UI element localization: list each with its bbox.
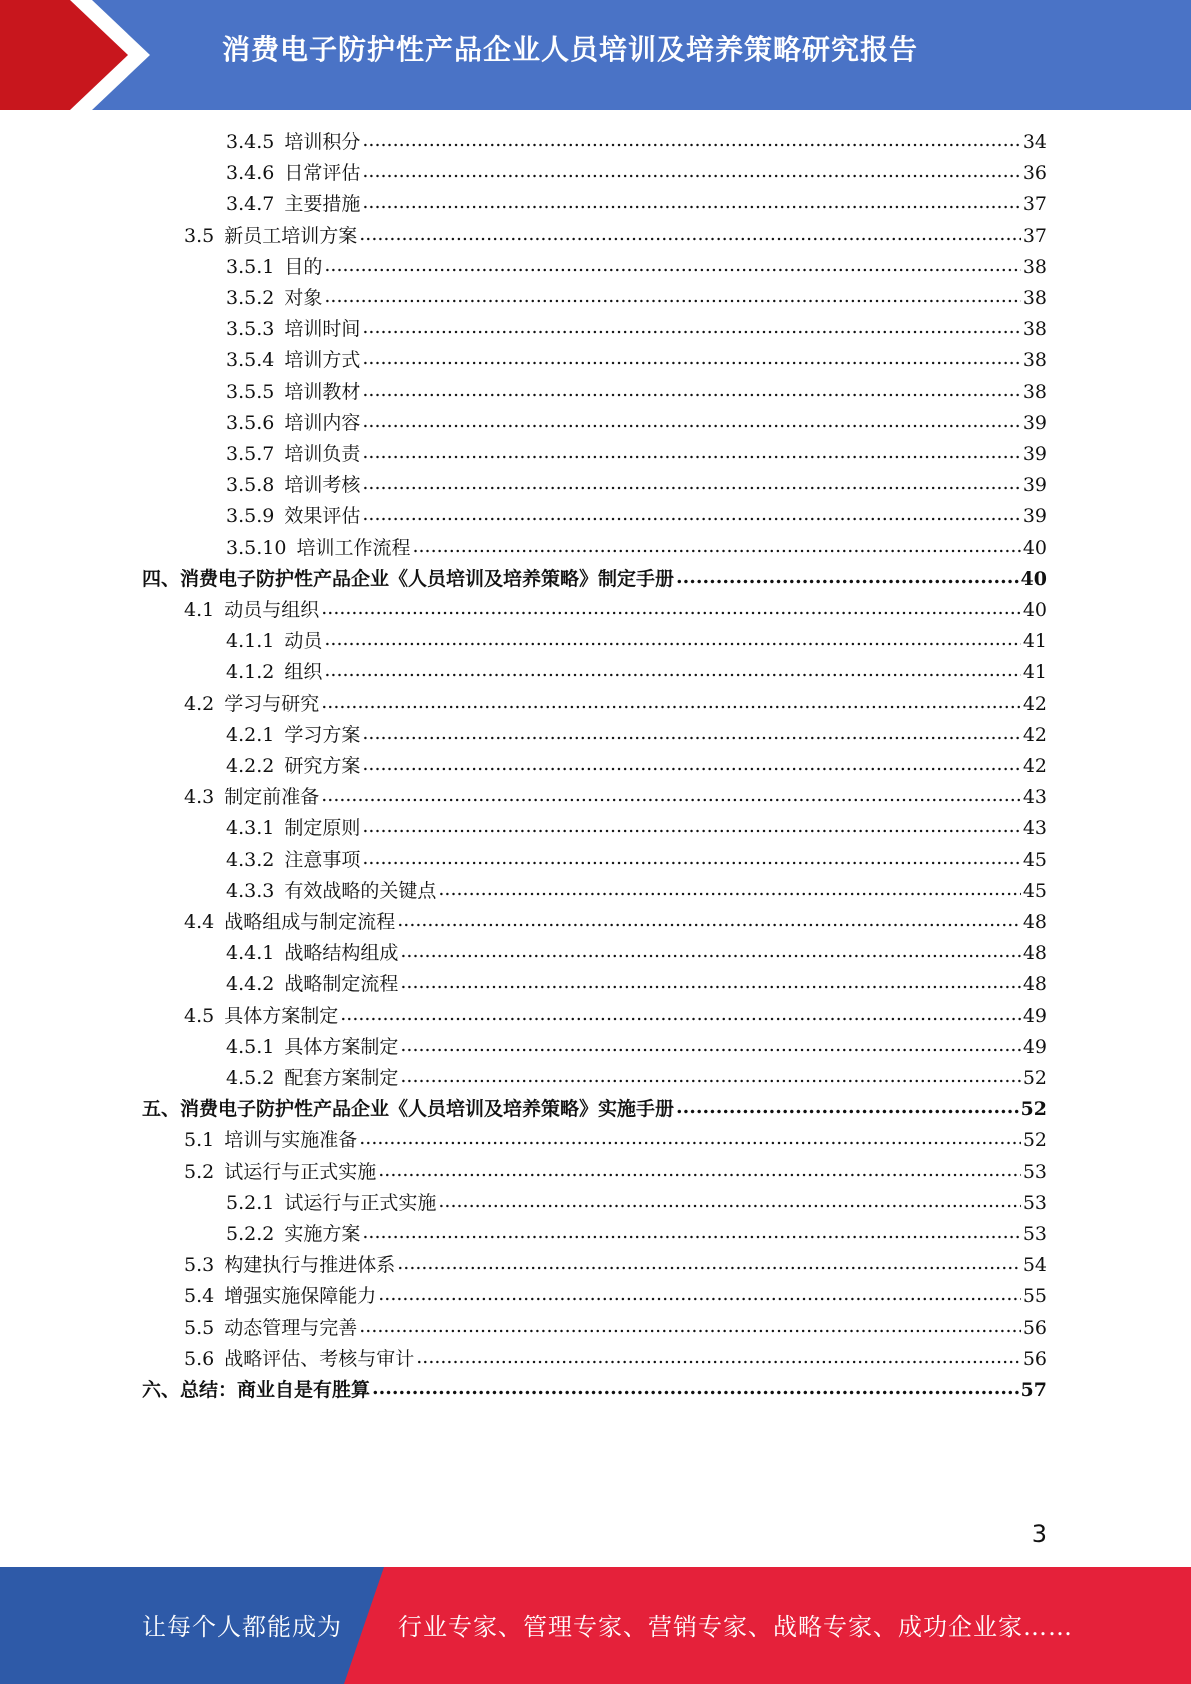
toc-entry[interactable] xyxy=(184,1344,1047,1375)
toc-entry-number: 3.4.5 xyxy=(226,131,275,153)
toc-entry[interactable] xyxy=(226,283,1047,314)
footer-slogan-left: 让每个人都能成为 xyxy=(142,1613,342,1641)
toc-entry-page: 53 xyxy=(1022,1192,1047,1214)
toc-entry-number: 4.1 xyxy=(184,599,215,621)
toc-dot-leader xyxy=(362,125,1020,156)
toc-entry-number: 4.5.2 xyxy=(226,1067,275,1089)
toc-entry-number: 4.3 xyxy=(184,786,215,808)
page-number: 3 xyxy=(1031,1520,1047,1548)
toc-entry[interactable] xyxy=(226,377,1047,408)
toc-entry-number: 5.2.2 xyxy=(226,1223,275,1245)
toc-entry[interactable] xyxy=(226,158,1047,189)
toc-entry[interactable] xyxy=(226,252,1047,283)
toc-entry-title: 六、总结：商业自是有胜算 xyxy=(142,1379,371,1401)
toc-entry-number: 4.4 xyxy=(184,911,215,933)
toc-entry[interactable] xyxy=(226,189,1047,220)
toc-entry-number: 3.5.9 xyxy=(226,505,275,527)
toc-entry-title: 培训时间 xyxy=(284,318,361,340)
toc-dot-leader xyxy=(340,999,1021,1030)
toc-dot-leader xyxy=(416,1342,1021,1373)
toc-entry-page: 41 xyxy=(1022,661,1047,683)
toc-entry-number: 4.5.1 xyxy=(226,1036,275,1058)
toc-entry[interactable] xyxy=(226,657,1047,688)
toc-entry[interactable] xyxy=(142,1094,1047,1125)
toc-entry-number: 3.5.6 xyxy=(226,412,275,434)
toc-entry-title: 新员工培训方案 xyxy=(224,225,358,247)
toc-entry-number: 3.5.2 xyxy=(226,287,275,309)
toc-entry-title: 培训教材 xyxy=(284,381,361,403)
toc-entry[interactable] xyxy=(226,408,1047,439)
toc-entry-page: 42 xyxy=(1022,693,1047,715)
toc-entry[interactable] xyxy=(184,782,1047,813)
toc-dot-leader xyxy=(321,780,1021,811)
toc-entry-title: 试运行与正式实施 xyxy=(284,1192,437,1214)
page-footer xyxy=(0,1567,1191,1684)
toc-entry-title: 组织 xyxy=(284,661,323,683)
toc-entry-page: 45 xyxy=(1022,880,1047,902)
toc-dot-leader xyxy=(362,312,1020,343)
toc-entry-page: 52 xyxy=(1020,1098,1047,1120)
toc-entry-number: 4.1.2 xyxy=(226,661,275,683)
toc-entry[interactable] xyxy=(184,1157,1047,1188)
toc-entry-title: 主要措施 xyxy=(284,193,361,215)
toc-entry[interactable] xyxy=(184,1281,1047,1312)
toc-entry-number: 5.5 xyxy=(184,1317,215,1339)
toc-entry[interactable] xyxy=(226,439,1047,470)
toc-entry[interactable] xyxy=(184,1313,1047,1344)
toc-entry[interactable] xyxy=(226,938,1047,969)
toc-entry[interactable] xyxy=(226,501,1047,532)
toc-dot-leader xyxy=(378,1155,1021,1186)
toc-entry-title: 战略评估、考核与审计 xyxy=(224,1348,415,1370)
toc-dot-leader xyxy=(359,1311,1021,1342)
toc-entry-title: 培训内容 xyxy=(284,412,361,434)
toc-entry-number: 4.3.1 xyxy=(226,817,275,839)
toc-entry-page: 48 xyxy=(1022,911,1047,933)
toc-entry-page: 42 xyxy=(1022,724,1047,746)
toc-entry-page: 40 xyxy=(1022,599,1047,621)
toc-entry-title: 构建执行与推进体系 xyxy=(224,1254,396,1276)
toc-entry-number: 5.6 xyxy=(184,1348,215,1370)
toc-dot-leader xyxy=(359,1123,1021,1154)
toc-entry-title: 制定原则 xyxy=(284,817,361,839)
toc-entry-title: 具体方案制定 xyxy=(224,1005,339,1027)
toc-entry-title: 培训与实施准备 xyxy=(224,1129,358,1151)
toc-entry-title: 战略制定流程 xyxy=(284,973,399,995)
toc-dot-leader xyxy=(400,936,1020,967)
toc-entry-page: 37 xyxy=(1022,193,1047,215)
toc-entry-page: 38 xyxy=(1022,256,1047,278)
toc-dot-leader xyxy=(362,437,1020,468)
toc-entry[interactable] xyxy=(226,470,1047,501)
toc-entry-number: 4.2 xyxy=(184,693,215,715)
toc-dot-leader xyxy=(378,1279,1021,1310)
toc-dot-leader xyxy=(362,187,1020,218)
toc-entry-title: 四、消费电子防护性产品企业《人员培训及培养策略》制定手册 xyxy=(142,568,675,590)
toc-entry-page: 37 xyxy=(1022,225,1047,247)
toc-entry-title: 培训负责 xyxy=(284,443,361,465)
toc-entry[interactable] xyxy=(184,907,1047,938)
toc-entry[interactable] xyxy=(226,876,1047,907)
toc-dot-leader xyxy=(362,499,1020,530)
toc-entry-title: 有效战略的关键点 xyxy=(284,880,437,902)
toc-dot-leader xyxy=(362,375,1020,406)
toc-entry[interactable] xyxy=(226,533,1047,564)
toc-entry-title: 培训工作流程 xyxy=(296,537,411,559)
toc-entry-page: 49 xyxy=(1022,1005,1047,1027)
toc-dot-leader xyxy=(362,468,1020,499)
toc-dot-leader xyxy=(324,624,1020,655)
toc-entry-title: 学习与研究 xyxy=(224,693,320,715)
toc-entry-page: 43 xyxy=(1022,786,1047,808)
toc-entry-title: 实施方案 xyxy=(284,1223,361,1245)
toc-entry-page: 39 xyxy=(1022,505,1047,527)
toc-entry[interactable] xyxy=(226,845,1047,876)
toc-dot-leader xyxy=(362,843,1020,874)
toc-entry-page: 56 xyxy=(1022,1348,1047,1370)
toc-entry-page: 40 xyxy=(1020,568,1047,590)
toc-entry-title: 动员 xyxy=(284,630,323,652)
toc-entry-page: 36 xyxy=(1022,162,1047,184)
toc-dot-leader xyxy=(676,1092,1019,1123)
toc-entry[interactable] xyxy=(184,1001,1047,1032)
toc-entry-number: 3.4.6 xyxy=(226,162,275,184)
toc-entry[interactable] xyxy=(226,1188,1047,1219)
toc-entry[interactable] xyxy=(226,345,1047,376)
toc-dot-leader xyxy=(676,562,1019,593)
toc-entry-number: 3.4.7 xyxy=(226,193,275,215)
toc-entry-page: 53 xyxy=(1022,1223,1047,1245)
toc-entry-title: 培训方式 xyxy=(284,349,361,371)
toc-entry-page: 38 xyxy=(1022,381,1047,403)
header-title: 消费电子防护性产品企业人员培训及培养策略研究报告 xyxy=(222,33,919,66)
toc-entry-title: 培训积分 xyxy=(284,131,361,153)
toc-dot-leader xyxy=(412,531,1020,562)
toc-entry-title: 动员与组织 xyxy=(224,599,320,621)
toc-entry-title: 学习方案 xyxy=(284,724,361,746)
toc-dot-leader xyxy=(362,156,1020,187)
toc-entry-page: 48 xyxy=(1022,973,1047,995)
toc-entry-number: 3.5.3 xyxy=(226,318,275,340)
toc-dot-leader xyxy=(321,687,1021,718)
toc-entry-page: 41 xyxy=(1022,630,1047,652)
toc-entry-page: 38 xyxy=(1022,287,1047,309)
toc-dot-leader xyxy=(362,749,1020,780)
toc-entry-title: 配套方案制定 xyxy=(284,1067,399,1089)
toc-dot-leader xyxy=(359,219,1021,250)
toc-entry-number: 3.5.1 xyxy=(226,256,275,278)
toc-entry-number: 3.5.7 xyxy=(226,443,275,465)
toc-entry[interactable] xyxy=(226,1063,1047,1094)
toc-entry-number: 5.4 xyxy=(184,1285,215,1307)
toc-entry-number: 4.2.1 xyxy=(226,724,275,746)
toc-entry-number: 4.3.3 xyxy=(226,880,275,902)
toc-entry-number: 5.1 xyxy=(184,1129,215,1151)
toc-dot-leader xyxy=(362,343,1020,374)
toc-dot-leader xyxy=(400,1061,1020,1092)
toc-entry[interactable] xyxy=(226,969,1047,1000)
toc-entry[interactable] xyxy=(142,564,1047,595)
toc-dot-leader xyxy=(324,250,1020,281)
toc-entry-number: 5.2 xyxy=(184,1161,215,1183)
toc-entry-page: 52 xyxy=(1022,1129,1047,1151)
toc-entry-page: 42 xyxy=(1022,755,1047,777)
toc-entry-title: 战略结构组成 xyxy=(284,942,399,964)
toc-entry-number: 3.5.8 xyxy=(226,474,275,496)
toc-entry-title: 对象 xyxy=(284,287,323,309)
toc-entry[interactable] xyxy=(226,127,1047,158)
toc-entry[interactable] xyxy=(226,751,1047,782)
toc-dot-leader xyxy=(324,655,1020,686)
toc-entry-title: 研究方案 xyxy=(284,755,361,777)
toc-entry[interactable] xyxy=(184,1250,1047,1281)
toc-entry-title: 日常评估 xyxy=(284,162,361,184)
toc-entry-number: 4.4.2 xyxy=(226,973,275,995)
toc-dot-leader xyxy=(372,1373,1019,1404)
toc-entry[interactable] xyxy=(226,1032,1047,1063)
toc-entry-page: 54 xyxy=(1022,1254,1047,1276)
toc-entry[interactable] xyxy=(184,221,1047,252)
toc-entry[interactable] xyxy=(226,314,1047,345)
toc-entry-page: 38 xyxy=(1022,349,1047,371)
toc-entry-title: 试运行与正式实施 xyxy=(224,1161,377,1183)
toc-entry-page: 38 xyxy=(1022,318,1047,340)
toc-dot-leader xyxy=(324,281,1020,312)
toc-entry-page: 49 xyxy=(1022,1036,1047,1058)
toc-entry-page: 55 xyxy=(1022,1285,1047,1307)
toc-entry-number: 3.5.4 xyxy=(226,349,275,371)
toc-entry-page: 39 xyxy=(1022,474,1047,496)
toc-entry-page: 57 xyxy=(1020,1379,1047,1401)
toc-entry-page: 39 xyxy=(1022,412,1047,434)
toc-entry-page: 43 xyxy=(1022,817,1047,839)
toc-dot-leader xyxy=(397,1248,1021,1279)
toc-entry-number: 4.3.2 xyxy=(226,849,275,871)
toc-dot-leader xyxy=(400,967,1020,998)
toc-entry-page: 34 xyxy=(1022,131,1047,153)
toc-entry[interactable] xyxy=(184,595,1047,626)
toc-dot-leader xyxy=(400,1030,1020,1061)
toc-entry-title: 动态管理与完善 xyxy=(224,1317,358,1339)
toc-entry-title: 注意事项 xyxy=(284,849,361,871)
toc-entry-number: 3.5 xyxy=(184,225,215,247)
toc-entry-number: 5.2.1 xyxy=(226,1192,275,1214)
toc-entry[interactable] xyxy=(226,813,1047,844)
footer-slogan-right: 行业专家、管理专家、营销专家、战略专家、成功企业家…… xyxy=(398,1613,1073,1641)
toc-entry-title: 培训考核 xyxy=(284,474,361,496)
toc-entry[interactable] xyxy=(226,720,1047,751)
toc-dot-leader xyxy=(397,905,1021,936)
toc-entry[interactable] xyxy=(184,1125,1047,1156)
toc-dot-leader xyxy=(362,1217,1020,1248)
toc-entry-number: 4.4.1 xyxy=(226,942,275,964)
toc-entry-page: 40 xyxy=(1022,537,1047,559)
toc-dot-leader xyxy=(362,718,1020,749)
toc-dot-leader xyxy=(438,1186,1020,1217)
toc-entry-number: 4.1.1 xyxy=(226,630,275,652)
toc-entry-number: 3.5.5 xyxy=(226,381,275,403)
toc-entry-title: 五、消费电子防护性产品企业《人员培训及培养策略》实施手册 xyxy=(142,1098,675,1120)
toc-dot-leader xyxy=(362,406,1020,437)
toc-entry-page: 48 xyxy=(1022,942,1047,964)
toc-entry[interactable] xyxy=(142,1375,1047,1406)
toc-entry[interactable] xyxy=(226,626,1047,657)
toc-entry[interactable] xyxy=(184,689,1047,720)
toc-entry-title: 增强实施保障能力 xyxy=(224,1285,377,1307)
toc-entry-title: 效果评估 xyxy=(284,505,361,527)
toc-entry[interactable] xyxy=(226,1219,1047,1250)
toc-entry-number: 4.5 xyxy=(184,1005,215,1027)
toc-entry-page: 56 xyxy=(1022,1317,1047,1339)
toc-dot-leader xyxy=(321,593,1021,624)
toc-entry-number: 4.2.2 xyxy=(226,755,275,777)
toc-entry-number: 3.5.10 xyxy=(226,537,287,559)
toc-dot-leader xyxy=(362,811,1020,842)
toc-dot-leader xyxy=(438,874,1020,905)
toc-entry-title: 战略组成与制定流程 xyxy=(224,911,396,933)
toc-entry-title: 目的 xyxy=(284,256,323,278)
toc-entry-page: 45 xyxy=(1022,849,1047,871)
toc-entry-page: 52 xyxy=(1022,1067,1047,1089)
toc-entry-page: 39 xyxy=(1022,443,1047,465)
toc-entry-title: 具体方案制定 xyxy=(284,1036,399,1058)
toc-entry-number: 5.3 xyxy=(184,1254,215,1276)
page-header xyxy=(0,0,1191,110)
toc-entry-title: 制定前准备 xyxy=(224,786,320,808)
toc-entry-page: 53 xyxy=(1022,1161,1047,1183)
